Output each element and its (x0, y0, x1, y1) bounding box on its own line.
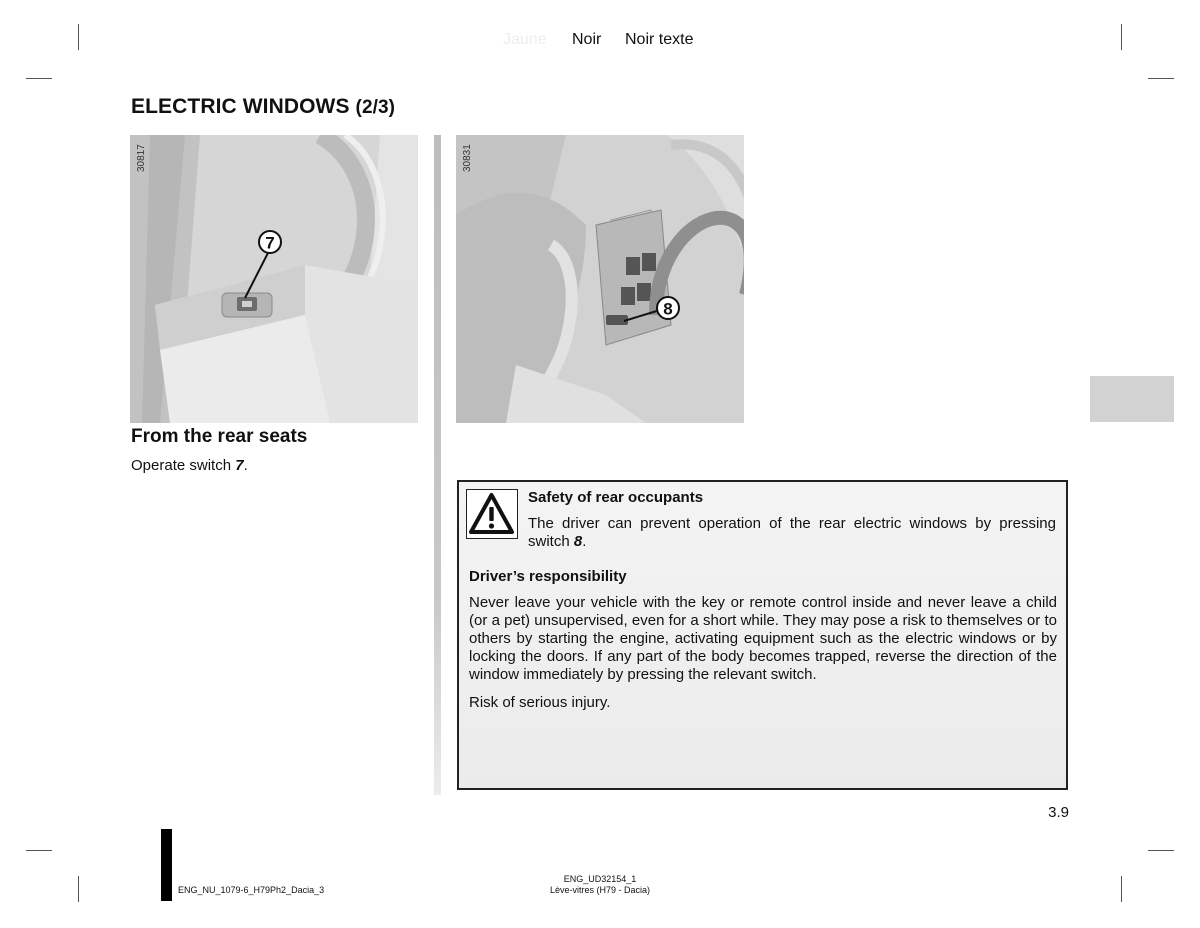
chapter-tab (1090, 376, 1174, 422)
driver-door-switch-photo (456, 135, 744, 423)
separation-label-black: Noir (572, 31, 602, 48)
footer-module-code: ENG_UD32154_1 (563, 874, 637, 884)
crop-mark (26, 78, 52, 79)
column-divider (434, 135, 441, 795)
instruction-suffix: . (243, 457, 248, 474)
warning-subheading: Driver’s responsibility (469, 568, 627, 585)
photo-reference-code: 30831 (462, 144, 473, 172)
warning-paragraph-2: Never leave your vehicle with the key or remote control inside and never leave a child (or a pet) unsupervised, even for a short while. They may pose a risk to themselves or to others by starting the engine, activating equipment such as the electric windows or by locking the doors. If any part of the body becomes trapped, reverse the direction of the window immediately by pressing the relevant switch. (469, 594, 1057, 683)
callout-8-label: 8 (663, 299, 673, 319)
rear-door-switch-photo (130, 135, 418, 423)
photo-reference-code: 30817 (136, 144, 147, 172)
switch-reference: 8 (573, 533, 583, 550)
footer-module-title: Lève-vitres (H79 - Dacia) (549, 885, 651, 895)
warning-title: Safety of rear occupants (528, 489, 704, 506)
callout-7-label: 7 (265, 233, 275, 253)
page-number: 3.9 (1048, 804, 1069, 821)
rear-seats-instruction (131, 457, 248, 474)
crop-mark (78, 24, 79, 50)
registration-bar (161, 829, 172, 901)
crop-mark (78, 876, 79, 902)
page-title-part: (2/3) (355, 97, 396, 118)
warning-paragraph-3: Risk of serious injury. (469, 694, 611, 711)
warning-paragraph-1 (528, 515, 1056, 551)
crop-mark (1121, 24, 1122, 50)
section-heading-rear-seats: From the rear seats (131, 426, 308, 447)
warning-para1-prefix: The driver can prevent operation of the rear electric windows by pressing switch (528, 515, 1056, 550)
crop-mark (1148, 78, 1174, 79)
switch-reference: 7 (235, 457, 244, 474)
crop-mark (1148, 850, 1174, 851)
page-title-main: ELECTRIC WINDOWS (131, 95, 356, 118)
crop-mark (1121, 876, 1122, 902)
warning-para1-suffix: . (582, 533, 587, 550)
footer-module-info (480, 874, 720, 896)
page-title (131, 95, 395, 119)
separation-label-yellow: Jaune (503, 31, 547, 48)
warning-triangle-icon (466, 489, 518, 539)
crop-mark (26, 850, 52, 851)
separation-label-black-text: Noir texte (625, 31, 694, 48)
instruction-prefix: Operate switch (131, 457, 236, 474)
footer-document-id: ENG_NU_1079-6_H79Ph2_Dacia_3 (178, 885, 325, 895)
